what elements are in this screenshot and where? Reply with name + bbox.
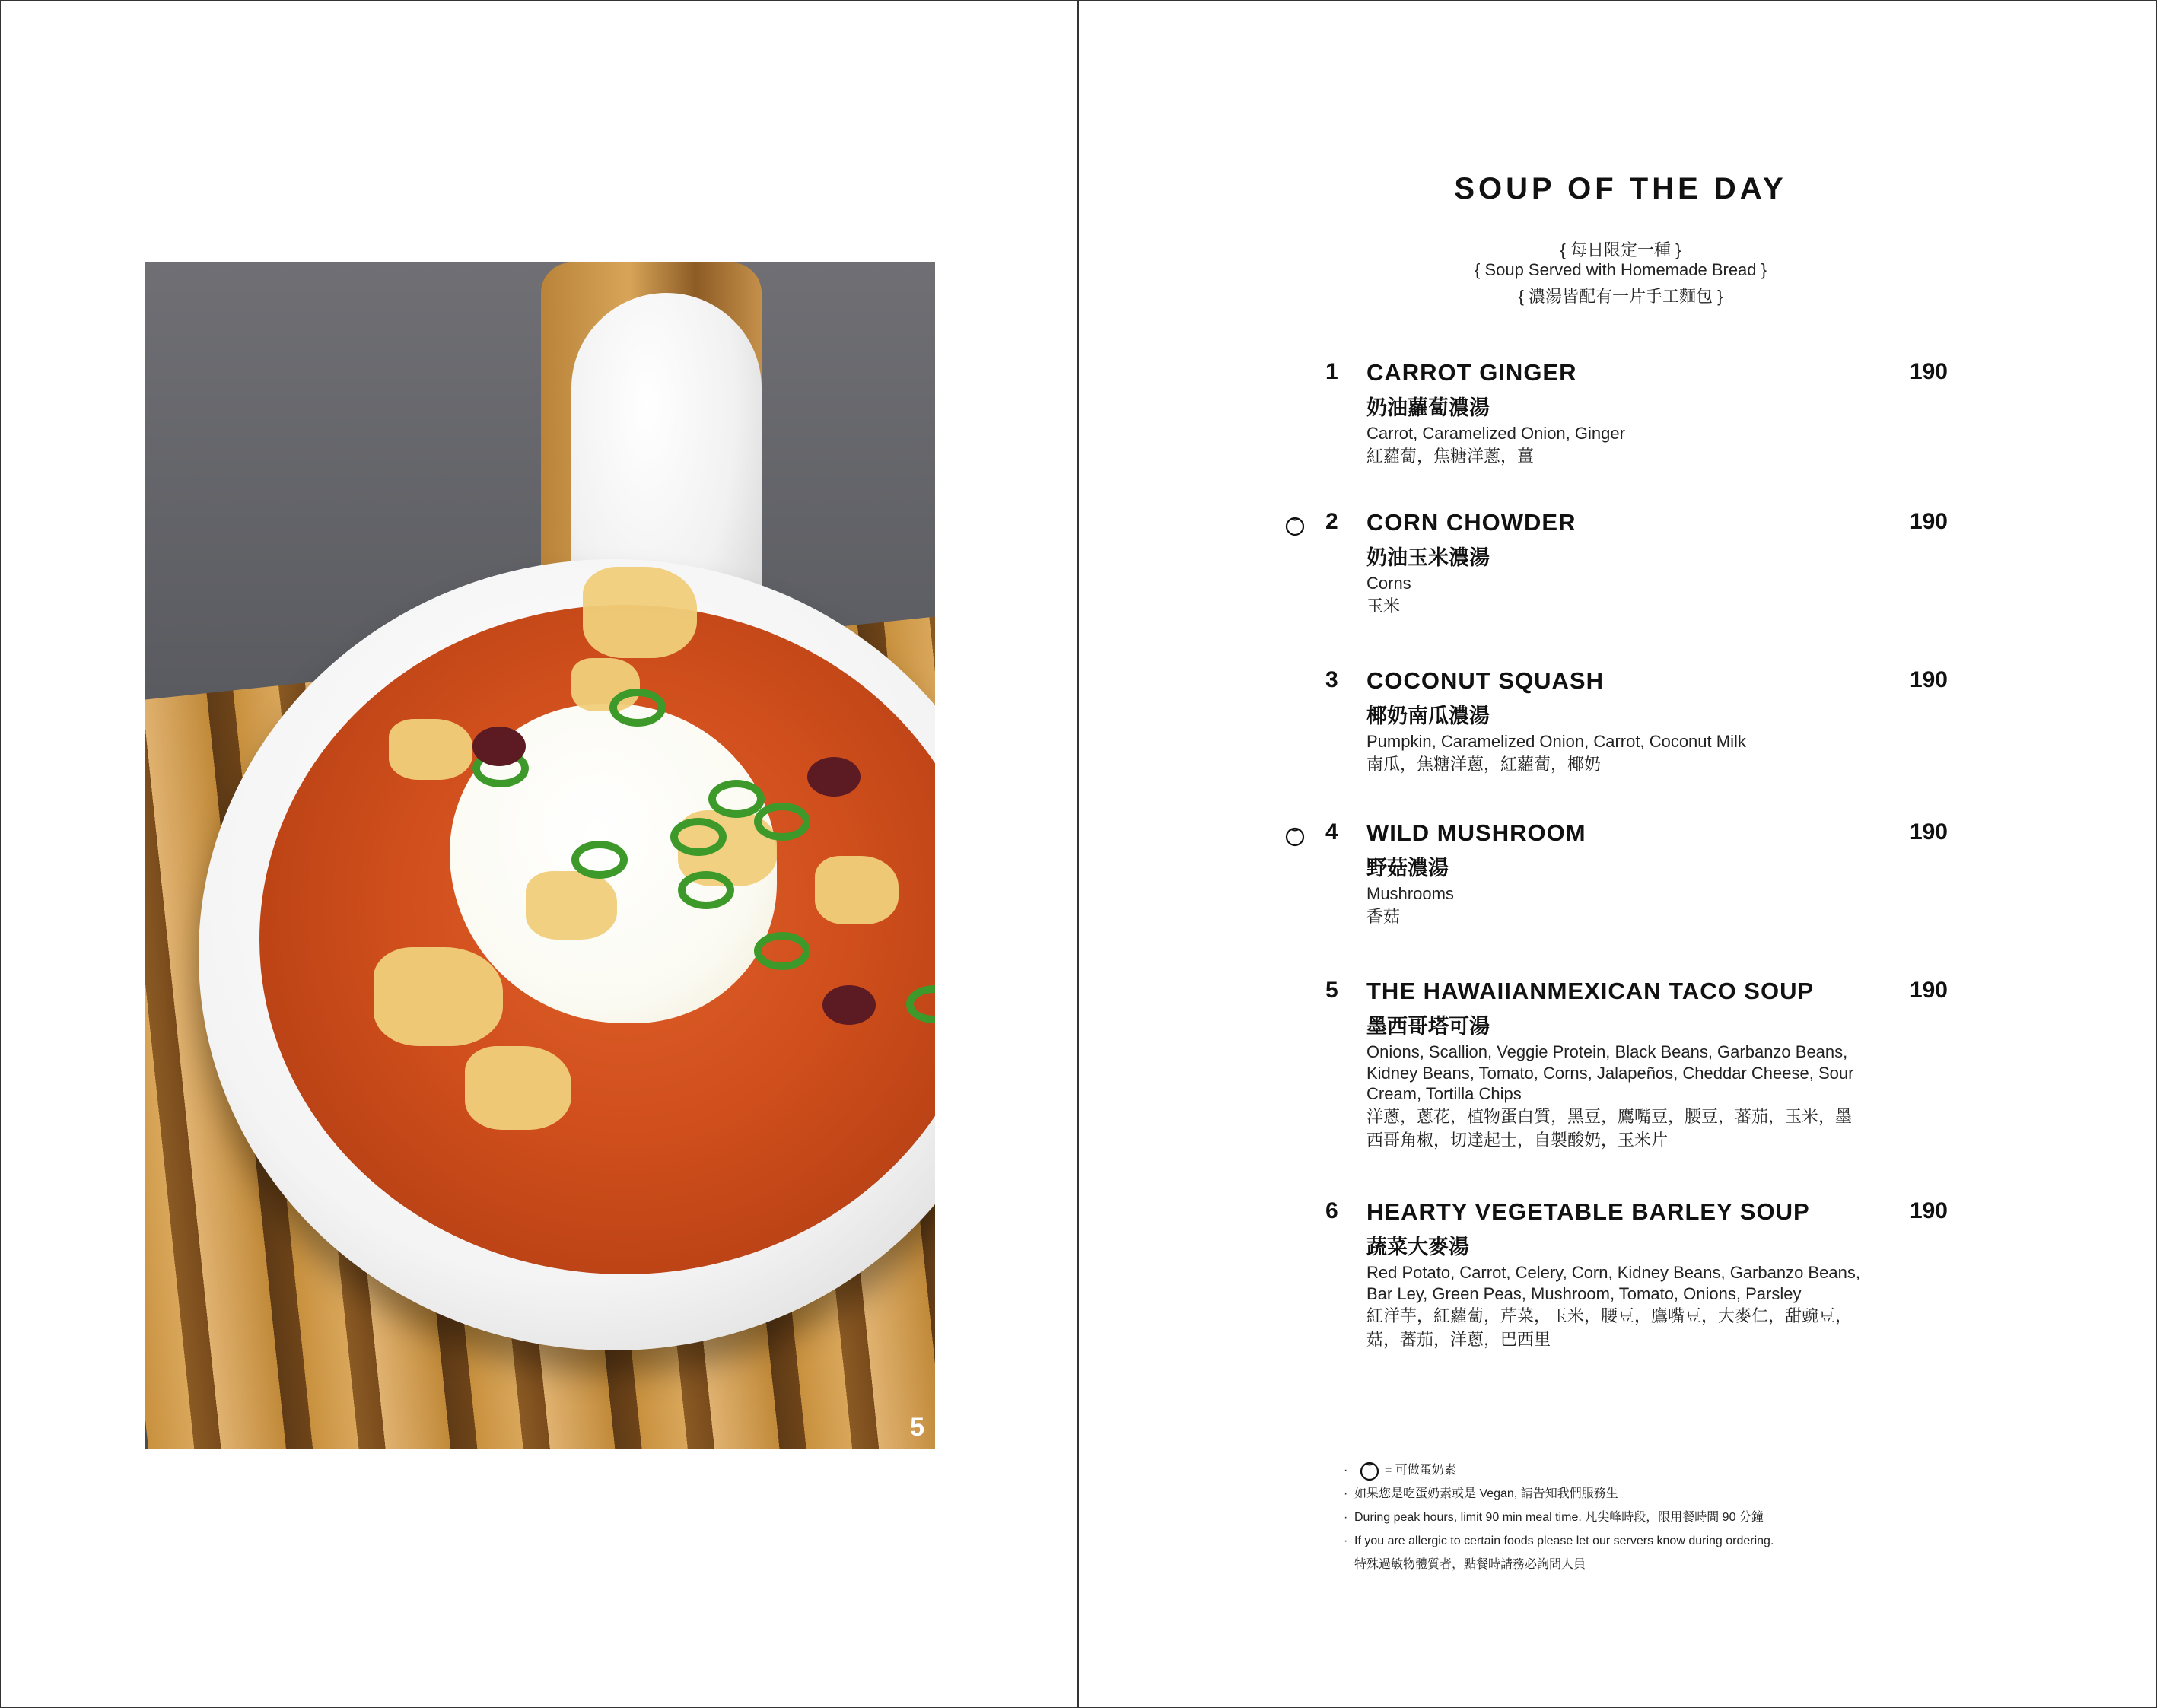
tomato-outline-icon <box>1284 825 1306 847</box>
item-name-zh: 野菇濃湯 <box>1366 857 1449 879</box>
item-name-zh: 椰奶南瓜濃湯 <box>1366 705 1490 727</box>
item-description-zh: 南瓜，焦糖洋蔥，紅蘿蔔，椰奶 <box>1366 754 1602 774</box>
note-bullet: · <box>1344 1487 1348 1500</box>
note-allergy <box>1344 1529 1963 1553</box>
tomato-outline-icon <box>1284 515 1306 536</box>
tortilla-chip <box>526 871 617 940</box>
tortilla-chip <box>815 856 899 924</box>
item-description-en: Red Potato, Carrot, Celery, Corn, Kidney Beans, Garbanzo Beans, Bar Ley, Green Peas, Mushroom, Tomato, Onions, Parsley <box>1366 1263 1860 1303</box>
menu-item <box>1286 1198 1948 1381</box>
scallion <box>754 803 810 841</box>
menu-item <box>1286 359 1948 481</box>
tortilla-chip <box>389 719 472 780</box>
tortilla-chip <box>583 567 697 658</box>
note-vegan-text: 如果您是吃蛋奶素或是 Vegan, 請告知我們服務生 <box>1354 1487 1618 1500</box>
subtitle-line: { Soup Served with Homemade Bread } <box>1474 260 1767 279</box>
soup-photo <box>145 262 935 1449</box>
item-description <box>1366 573 1861 618</box>
note-allergy-zh <box>1354 1553 1963 1576</box>
note-bullet: · <box>1344 1464 1348 1477</box>
item-number: 1 <box>1325 359 1338 384</box>
tomato-outline-icon <box>1359 1460 1380 1481</box>
note-bullet: · <box>1344 1535 1348 1547</box>
item-price: 190 <box>1909 359 1948 384</box>
scallion <box>754 932 810 970</box>
item-name: CARROT GINGER <box>1366 359 1577 386</box>
item-name: WILD MUSHROOM <box>1366 819 1586 846</box>
item-number: 2 <box>1325 509 1338 534</box>
item-description-zh: 香菇 <box>1366 906 1401 926</box>
item-description-en: Mushrooms <box>1366 884 1454 903</box>
note-vegan <box>1344 1482 1963 1506</box>
item-description <box>1366 1042 1861 1152</box>
item-description <box>1366 423 1861 468</box>
subtitle-line: { 每日限定一種 } <box>1560 240 1681 259</box>
item-price: 190 <box>1909 667 1948 692</box>
item-description <box>1366 1262 1861 1351</box>
page-gutter <box>1077 0 1079 1708</box>
scallion <box>609 689 666 727</box>
note-peak-hours-text: During peak hours, limit 90 min meal time. 凡尖峰時段，限用餐時間 90 分鐘 <box>1354 1511 1764 1524</box>
item-description <box>1366 731 1861 776</box>
note-legend <box>1344 1458 1963 1482</box>
scallion <box>708 780 765 818</box>
menu-title: SOUP OF THE DAY <box>1454 172 1787 205</box>
item-description-zh: 洋蔥，蔥花，植物蛋白質，黑豆，鷹嘴豆，腰豆，蕃茄，玉米，墨西哥角椒，切達起士，自製酸奶，玉米片 <box>1366 1106 1853 1150</box>
scallion <box>670 818 727 856</box>
item-name-zh: 奶油蘿蔔濃湯 <box>1366 396 1490 419</box>
note-bullet: · <box>1344 1511 1348 1524</box>
item-price: 190 <box>1909 509 1948 534</box>
item-price: 190 <box>1909 819 1948 844</box>
item-name-zh: 蔬菜大麥湯 <box>1366 1236 1469 1258</box>
item-name: THE HAWAIIANMEXICAN TACO SOUP <box>1366 978 1815 1004</box>
subtitle-line: { 濃湯皆配有一片手工麵包 } <box>1518 287 1723 306</box>
item-description-zh: 紅蘿蔔，焦糖洋蔥，薑 <box>1366 446 1535 466</box>
page-number: 5 <box>910 1413 924 1442</box>
item-description-en: Pumpkin, Caramelized Onion, Carrot, Coconut Milk <box>1366 732 1746 751</box>
note-legend-text: = 可做蛋奶素 <box>1385 1464 1456 1477</box>
scallion <box>571 841 628 879</box>
menu-item <box>1286 978 1948 1160</box>
note-peak-hours <box>1344 1506 1963 1529</box>
menu-item <box>1286 667 1948 789</box>
item-price: 190 <box>1909 978 1948 1003</box>
kidney-bean <box>807 757 861 797</box>
item-name: COCONUT SQUASH <box>1366 667 1604 694</box>
tortilla-chip <box>465 1046 571 1130</box>
menu-notes <box>1344 1458 1963 1576</box>
tortilla-chip <box>374 947 503 1046</box>
item-description-en: Carrot, Caramelized Onion, Ginger <box>1366 424 1625 443</box>
item-number: 6 <box>1325 1198 1338 1223</box>
item-number: 4 <box>1325 819 1338 844</box>
item-description-en: Corns <box>1366 574 1411 593</box>
item-number: 3 <box>1325 667 1338 692</box>
scallion <box>678 871 734 909</box>
kidney-bean <box>472 727 526 766</box>
item-description-zh: 玉米 <box>1366 596 1401 615</box>
item-description-en: Onions, Scallion, Veggie Protein, Black Beans, Garbanzo Beans, Kidney Beans, Tomato, Corns, Jalapeños, Cheddar Cheese, Sour Cream, Tortilla Chips <box>1366 1042 1854 1103</box>
item-name-zh: 墨西哥塔可湯 <box>1366 1015 1490 1038</box>
menu-item <box>1286 509 1948 631</box>
item-number: 5 <box>1325 978 1338 1003</box>
item-description-zh: 紅洋芋，紅蘿蔔，芹菜，玉米，腰豆，鷹嘴豆，大麥仁，甜豌豆，菇，蕃茄，洋蔥，巴西里 <box>1366 1306 1853 1349</box>
menu-item <box>1286 819 1948 941</box>
item-name: HEARTY VEGETABLE BARLEY SOUP <box>1366 1198 1810 1225</box>
item-name: CORN CHOWDER <box>1366 509 1576 536</box>
item-description <box>1366 883 1861 928</box>
item-price: 190 <box>1909 1198 1948 1223</box>
note-allergy-zh-text: 特殊過敏物體質者，點餐時請務必詢問人員 <box>1354 1558 1586 1571</box>
item-name-zh: 奶油玉米濃湯 <box>1366 546 1490 569</box>
kidney-bean <box>822 985 876 1025</box>
note-allergy-en: If you are allergic to certain foods please let our servers know during ordering. <box>1354 1535 1774 1547</box>
